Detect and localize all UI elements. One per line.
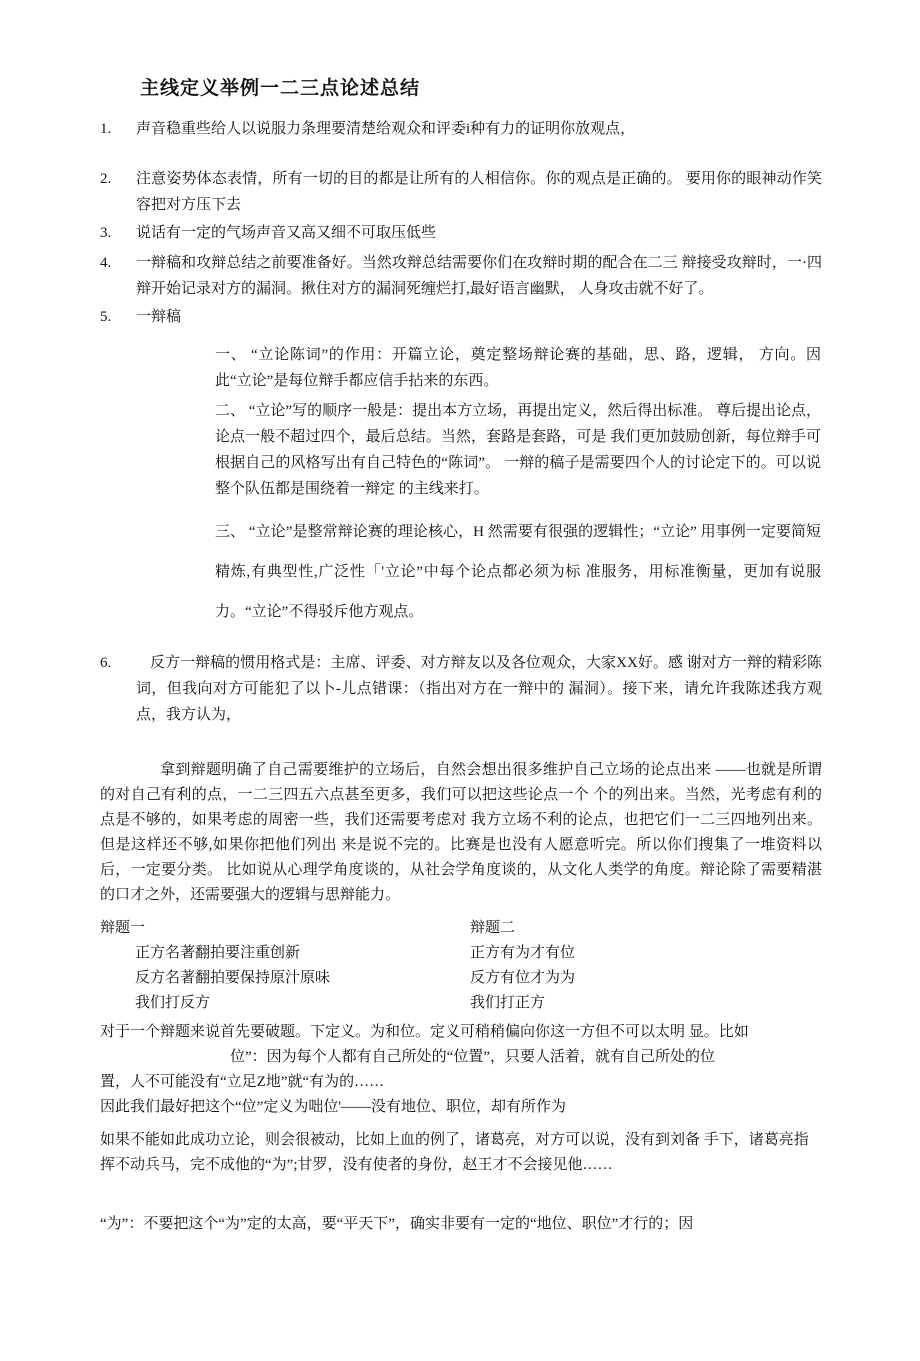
topic-row: 正方名著翻拍要注重创新 bbox=[135, 945, 301, 961]
topic-header-2: 辩题二 bbox=[470, 920, 516, 936]
analysis-line-2: 位”：因为每个人都有自己所处的“位置”，只要人活着，就有自己所处的位 bbox=[230, 1049, 715, 1065]
list-number-2: 2. bbox=[100, 171, 112, 187]
list-item-4 bbox=[100, 250, 822, 302]
sub-point-1: 一、 “立论陈词”的作用：开篇立论，奠定整场辩论赛的基础，思、路，逻辑， 方向。因此“立论”是每位辩手都应信手拈来的东西。 bbox=[215, 347, 821, 389]
list-text-1: 声音稳重些给人以说服力条理要清楚给观众和评委i种有力的证明你放观点， bbox=[136, 121, 636, 137]
topic-header-1: 辩题一 bbox=[100, 920, 146, 936]
list-number-6: 6. bbox=[100, 655, 112, 671]
topic-column-1 bbox=[100, 916, 470, 1016]
analysis-line-3: 置，人不可能没有“立足Z地”就“有为的…… bbox=[100, 1074, 385, 1090]
topic-row: 我们打正方 bbox=[470, 995, 546, 1011]
sub-point-3: 三、 “立论”是整常辩论赛的理论核心，H 然需要有很强的逻辑性；“立论” 用事例一定要简短精炼,有典型性,广泛性「'立论”中每个论点都必须为标 准服务，用标准衡量，更加有说服力。“立论”不得驳斥他方观点。 bbox=[215, 524, 821, 620]
topic-row: 我们打反方 bbox=[135, 995, 211, 1011]
debate-topics-table bbox=[100, 916, 822, 1016]
sub-point-2: 二、 “立论”写的顺序一般是：提出本方立场，再提出定义，然后得出标准。 尊后提出论点，论点一般不超过四个，最后总结。当然，套路是套路，可是 我们更加鼓励创新，每位辩手可根据自己的风格写出有自己特色的“陈词”。 一辩的稿子是需要四个人的讨论定下的。可以说整个队伍都是围绕着一辩定 的主线来打。 bbox=[215, 403, 821, 497]
list-text-2: 注意姿势体态表情，所有一切的目的都是让所有的人相信你。你的观点是正确的。 要用你的眼神动作笑容把对方压下去 bbox=[136, 171, 822, 213]
topic-row: 反方有位才为为 bbox=[470, 970, 576, 986]
analysis-line-5: 如果不能如此成功立论，则会很被动，比如上血的例了，诸葛亮，对方可以说，没有到刘备 手下，诸葛亮指挥不动兵马，完不成他的“为”;甘罗，没有使者的身份，赵王才不会接见他…… bbox=[100, 1132, 809, 1173]
list-text-3: 说话有一定的气场声音又高又细不可取压低些 bbox=[136, 225, 437, 241]
document-content bbox=[100, 76, 822, 1237]
list-number-4: 4. bbox=[100, 255, 112, 271]
list-number-5: 5. bbox=[100, 309, 112, 325]
list-item-6 bbox=[100, 650, 822, 728]
analysis-line-6: “为”：不要把这个“为”定的太高，要“平天下”，确实非要有一定的“地位、职位”才行的；因 bbox=[100, 1216, 694, 1232]
topic-row: 反方名著翻拍要保持原汁原味 bbox=[135, 970, 331, 986]
list-item-2 bbox=[100, 166, 822, 218]
list-text-6: 反方一辩稿的惯用格式是：主席、评委、对方辩友以及各位观众，大家XX好。感 谢对方一辩的精彩陈词，但我向对方可能犯了以卜-儿点错课：（指出对方在一辩中的 漏洞）。接下来，请允许我陈述我方观点，我方认为， bbox=[136, 655, 822, 723]
list-item-5 bbox=[100, 304, 822, 330]
topic-column-2 bbox=[470, 916, 822, 1016]
list-item-1 bbox=[100, 116, 822, 142]
list-text-4: 一辩稿和攻辩总结之前要准备好。当然攻辩总结需要你们在攻辩时期的配合在二三 辩接受攻辩时，一·四辩开始记录对方的漏洞。揪住对方的漏洞死缠烂打,最好语言幽默， 人身攻击就不好了。 bbox=[136, 255, 822, 297]
analysis-line-1: 对于一个辩题来说首先要破题。下定义。为和位。定义可稍稍偏向你这一方但不可以太明 显。比如 bbox=[100, 1024, 749, 1040]
main-paragraph: 拿到辩题明确了自己需要维护的立场后，自然会想出很多维护自己立场的论点出来 ——也就是所谓的对自己有利的点，一二三四五六点甚至更多，我们可以把这些论点一个 个的列出来。当然，光考虑有利的点是不够的，如果考虑的周密一些，我们还需要考虑对 我方立场不利的论点，也把它们一二三四地列出来。但是这样还不够,如果你把他们列出 来是说不完的。比赛是也没有人愿意听完。所以你们搜集了一堆资料以后，一定要分类。 比如说从心理学角度谈的，从社会学角度谈的，从文化人类学的角度。辩论除了需要精湛 的口才之外，还需要强大的逻辑与思辩能力。 bbox=[100, 762, 822, 903]
topic-row: 正方有为才有位 bbox=[470, 945, 576, 961]
list-text-5: 一辩稿 bbox=[136, 309, 182, 325]
doc-title: 主线定义举例一二三点论述总结 bbox=[140, 78, 421, 99]
list-number-1: 1. bbox=[100, 121, 112, 137]
analysis-line-4: 因此我们最好把这个“位”定义为咄位'——没有地位、职位，却有所作为 bbox=[100, 1099, 567, 1115]
list-item-3 bbox=[100, 220, 822, 246]
list-number-3: 3. bbox=[100, 225, 112, 241]
